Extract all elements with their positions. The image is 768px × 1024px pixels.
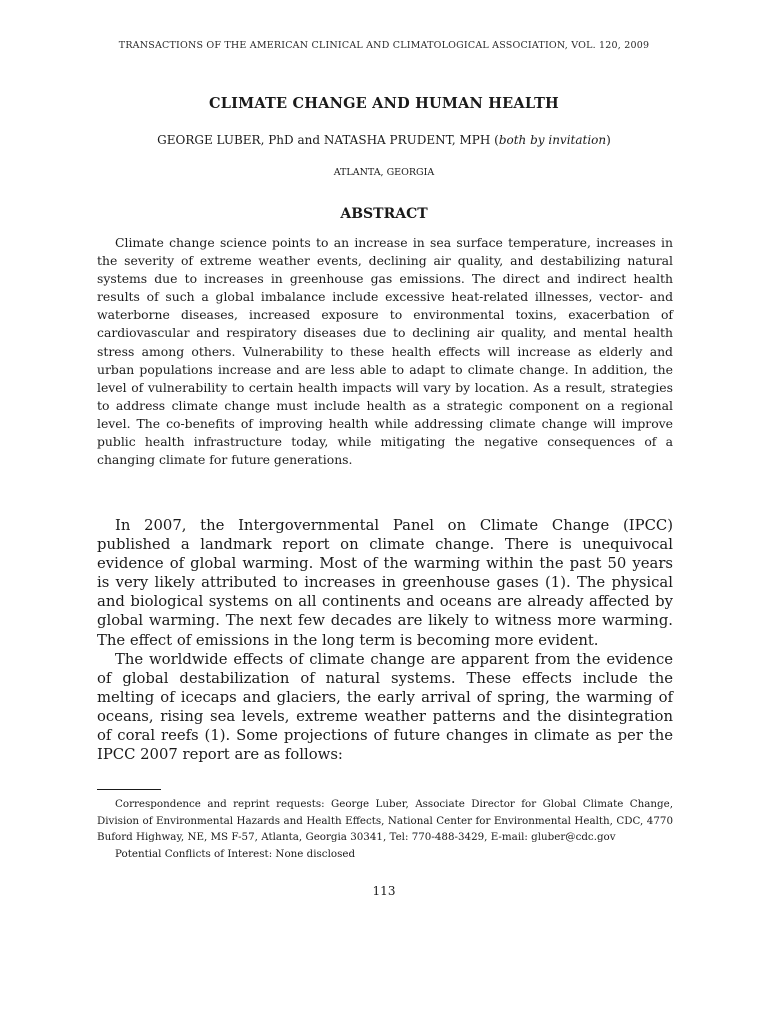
footnote-divider	[97, 789, 161, 790]
article-title: CLIMATE CHANGE AND HUMAN HEALTH	[209, 95, 559, 112]
body-paragraph: The worldwide effects of climate change are apparent from the evidence of global destabilization of natural systems. These effects include the melting of icecaps and glaciers, the early arrival of spring, the warming of oceans, rising sea levels, extreme weather patterns and the disintegration of coral reefs (1). Some projections of future changes in climate as per the IPCC 2007 report are as follows:	[97, 650, 673, 764]
conflicts-footnote: Potential Conflicts of Interest: None disclosed	[115, 847, 356, 860]
footnotes	[97, 796, 673, 862]
running-head: TRANSACTIONS OF THE AMERICAN CLINICAL AND CLIMATOLOGICAL ASSOCIATION, VOL. 120, 2009	[118, 40, 650, 51]
correspondence-footnote: Correspondence and reprint requests: George Luber, Associate Director for Global Climate Change, Division of Environmental Hazards and Health Effects, National Center for Environmental Health, CDC, 4770 Buford Highway, NE, MS F-57, Atlanta, Georgia 30341, Tel: 770-488-3429, E-mail: gluber@cdc.gov	[97, 798, 673, 844]
body-paragraph: In 2007, the Intergovernmental Panel on Climate Change (IPCC) published a landmark report on climate change. There is unequivocal evidence of global warming. Most of the warming within the past 50 years is very likely attributed to increases in greenhouse gases (1). The physical and biological systems on all continents and oceans are already affected by global warming. The next few decades are likely to witness more warming. The effect of emissions in the long term is becoming more evident.	[97, 517, 673, 649]
author-note: both by invitation	[498, 133, 607, 147]
abstract-heading: ABSTRACT	[340, 206, 428, 222]
author-names: GEORGE LUBER, PhD and NATASHA PRUDENT, MPH	[157, 133, 491, 147]
author-location: ATLANTA, GEORGIA	[333, 167, 435, 178]
body-text	[97, 516, 673, 764]
page-number: 113	[372, 884, 396, 898]
author-line: GEORGE LUBER, PhD and NATASHA PRUDENT, MPH (both by invitation)	[157, 133, 611, 147]
abstract-text: Climate change science points to an increase in sea surface temperature, increases in the severity of extreme weather events, declining air quality, and destabilizing natural systems due to increases in greenhouse gas emissions. The direct and indirect health results of such a global imbalance include excessive heat-related illnesses, vector- and waterborne diseases, increased exposure to environmental toxins, exacerbation of cardiovascular and respiratory diseases due to declining air quality, and mental health stress among others. Vulnerability to these health effects will increase as elderly and urban populations increase and are less able to adapt to climate change. In addition, the level of vulnerability to certain health impacts will vary by location. As a result, strategies to address climate change must include health as a strategic component on a regional level. The co-benefits of improving health while addressing climate change will improve public health infrastructure today, while mitigating the negative consequences of a changing climate for future generations.	[97, 235, 673, 468]
